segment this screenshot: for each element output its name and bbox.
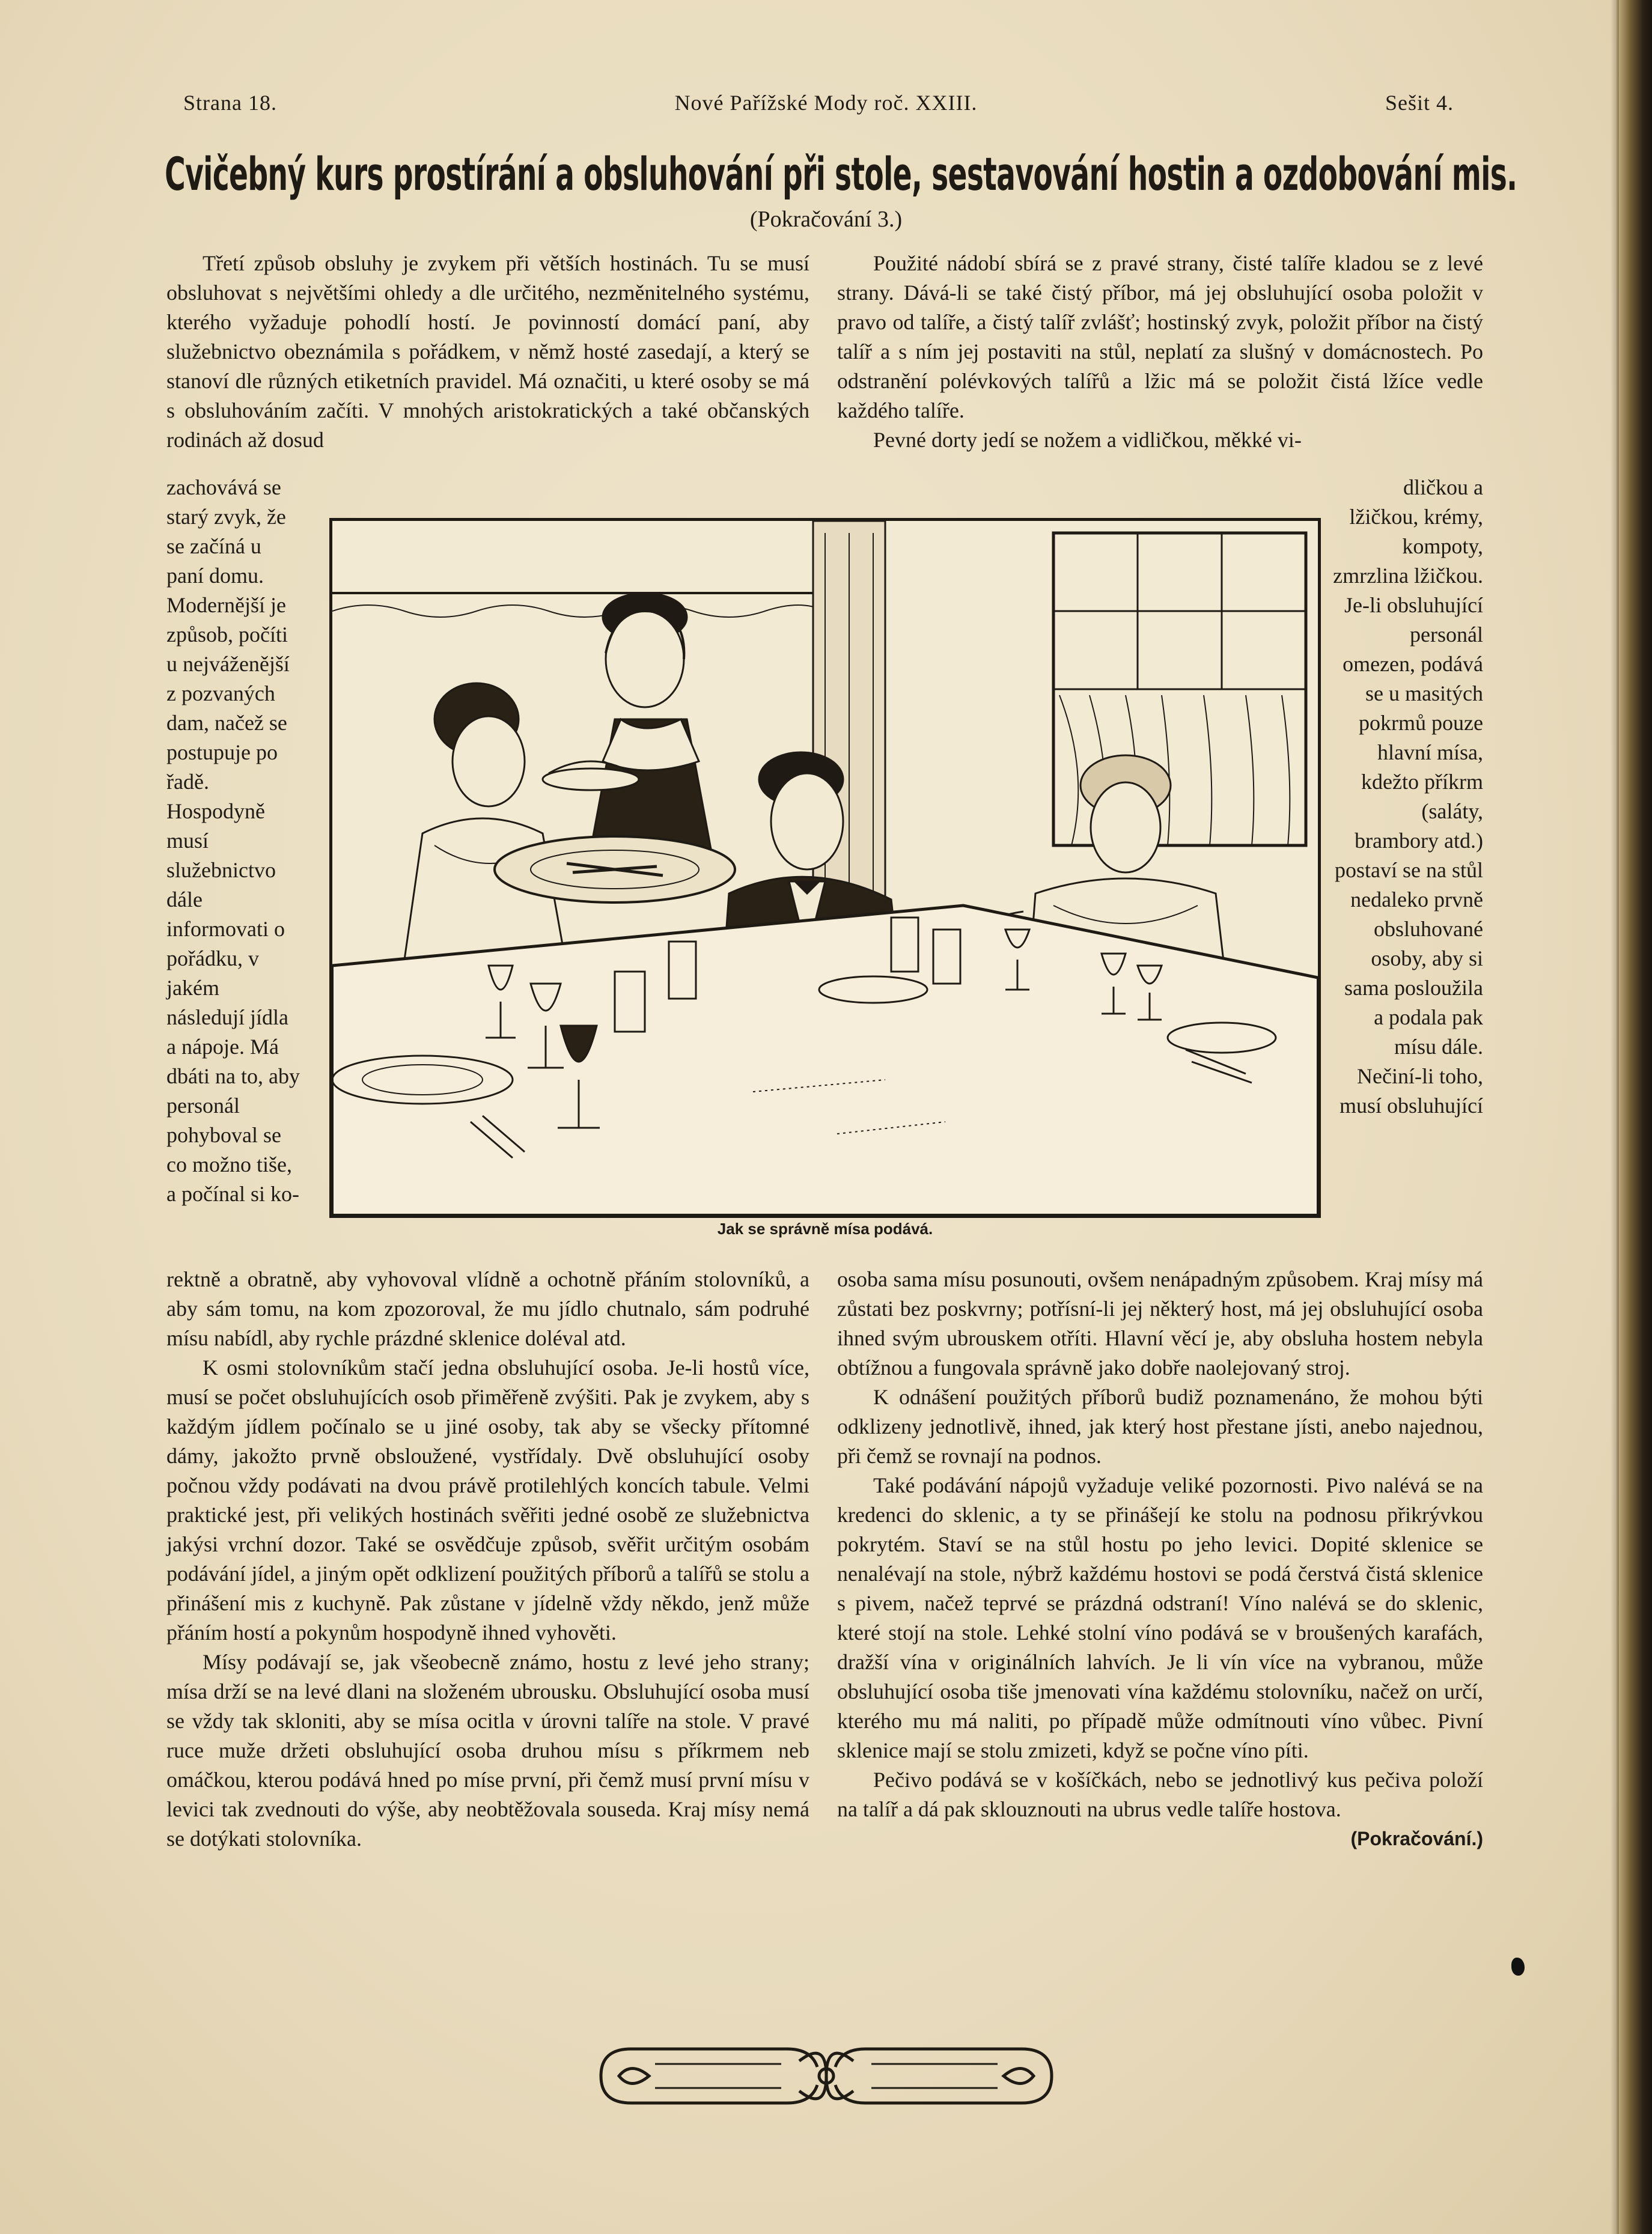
paragraph: Použité nádobí sbírá se z pravé strany, čisté talíře kladou se z levé strany. Dává-li se také čistý příbor, má jej obsluhující osoba položit v pravo od talíře, a čistý talíř zvlášť; hostinský zvyk, položit příbor na čistý talíř a s ním jej postaviti na stůl, neplatí za slušný v domácnostech. Po odstranění polévkových talířů a lžic má se položit čistá lžíce vedle každého talíře.	[837, 251, 1483, 422]
paragraph: K odnášení použitých příborů budiž poznamenáno, že mohou býti odklizeny jednotlivě, ihned, jak který host přestane jísti, anebo najednou, při čemž se rovnají na podnos.	[837, 1385, 1483, 1468]
ink-blot	[1511, 1958, 1525, 1976]
right-column-top	[837, 249, 1483, 455]
figure-caption: Jak se správně mísa podává.	[717, 1220, 933, 1238]
journal-title: Nové Pařížské Mody roč. XXIII.	[674, 91, 978, 115]
page-number: Strana 18.	[183, 91, 277, 115]
ornament-divider	[595, 2043, 1058, 2109]
page-gutter-shadow	[1611, 0, 1619, 2234]
article-subtitle: (Pokračování 3.)	[749, 207, 903, 232]
book-spine	[1617, 0, 1652, 2234]
paragraph: Pevné dorty jedí se nožem a vidličkou, měkké vi-	[873, 428, 1302, 452]
dinner-illustration	[329, 518, 1321, 1218]
left-column-bottom	[166, 1265, 809, 1854]
article-title: Cvičebný kurs prostírání a obsluhování při stole, sestavování hostin a ozdobování mis.	[165, 147, 1517, 201]
paragraph: rektně a obratně, aby vyhovoval vlídně a ochotně přáním stolovníků, a aby sám tomu, na kom zpozoroval, že mu jídlo chutnalo, sám podruhé mísu nabídl, aby rychle prázdné sklenice doléval atd.	[166, 1267, 809, 1350]
left-column-wrap	[166, 473, 302, 1209]
continued-note: (Pokračování.)	[1350, 1828, 1483, 1849]
right-column-bottom	[837, 1265, 1483, 1854]
paragraph: dličkou a lžičkou, krémy, kompoty, zmrzlina lžičkou. Je-li obsluhující personál omezen, podává se u masitých pokrmů pouze hlavní mísa, kdežto příkrm (saláty, brambory atd.) postaví se na stůl nedaleko prvně obsluhované osoby, aby si sama posloužila a podala pak mísu dále. Nečiní-li toho, musí obsluhující	[1333, 475, 1483, 1118]
right-column-wrap	[1333, 473, 1483, 1121]
paragraph-text: Pečivo podává se v košíčkách, nebo se jednotlivý kus pečiva položí na talíř a dá pak sklouznouti na ubrus vedle talíře hostova.	[837, 1768, 1483, 1821]
paragraph: zachovává se starý zvyk, že se začíná u paní domu. Modernější je způsob, počíti u nejváženější z pozvaných dam, načež se postupuje po řadě. Hospodyně musí služebnictvo dále informovati o pořádku, v jakém následují jídla a nápoje. Má dbáti na to, aby personál pohyboval se co možno tiše, a počínal si ko-	[166, 475, 300, 1206]
paragraph: Mísy podávají se, jak všeobecně známo, hostu z levé jeho strany; mísa drží se na levé dlani na složeném ubrousku. Obsluhující osoba musí se vždy tak skloniti, aby se mísa ocitla v úrovni talíře na stole. V pravé ruce muže držeti obsluhující osoba druhou mísu s příkrmem neb omáčkou, kterou podává hned po míse první, při čemž musí první mísu v levici tak zvednouti do výše, aby neobtěžovala souseda. Kraj mísy nemá se dotýkati stolovníka.	[166, 1650, 809, 1851]
paragraph: osoba sama mísu posunouti, ovšem nenápadným způsobem. Kraj mísy má zůstati bez poskvrny; potřísní-li jej některý host, má jej obsluhující osoba ihned svým ubrouskem otříti. Hlavní věcí je, aby obsluha hostem nebyla obtížnou a fungovala správně jako dobře naolejovaný stroj.	[837, 1267, 1483, 1380]
issue-number: Sešit 4.	[1385, 91, 1454, 115]
dinner-scene-drawing	[332, 521, 1318, 1215]
left-column-top	[166, 249, 809, 455]
paragraph: K osmi stolovníkům stačí jedna obsluhující osoba. Je-li hostů více, musí se počet obsluhujících osob přiměřeně zvýšiti. Pak je zvykem, aby s každým jídlem počínalo se u jiné osoby, tak aby se všecky přítomné dámy, jakožto prvně obsloužené, vystřídaly. Dvě obsluhující osoby počnou vždy podávati na dvou právě protilehlých koncích tabule. Velmi praktické jest, při velikých hostinách svěřiti jedné osobě ze služebnictva jakýsi vrchní dozor. Také se osvědčuje způsob, svěřit určitým osobám podávání jídel, a jiným opět odklizení použitých příborů a talířů se stolu a přinášení mis z kuchyně. Pak zůstane v jídelně vždy někdo, jenž může přáním hostí a pokynům hospodyně ihned vyhověti.	[166, 1356, 809, 1645]
paragraph-last	[837, 1765, 1483, 1849]
paragraph: Třetí způsob obsluhy je zvykem při větších hostinách. Tu se musí obsluhovat s největšími ohledy a dle určitého, nezměnitelného systému, kterého vyžaduje pohodlí hostí. Je povinností domácí paní, aby služebnictvo obeznámila s pořádkem, v němž hosté zasedají, a který se stanoví dle různých etiketních pravidel. Má označiti, u které osoby se má s obsluhováním začíti. V mnohých aristokratických a také občanských rodinách až dosud	[166, 251, 809, 452]
paragraph: Také podávání nápojů vyžaduje veliké pozornosti. Pivo nalévá se na kredenci do sklenic, a ty se přinášejí ke stolu na podnosu přikrývkou pokrytém. Staví se na stůl hostu po jeho levici. Dopité sklenice se nenalévají na stole, nýbrž každému hostovi se podá čerstvá čistá sklenice s pivem, načež teprvé se prázdná odstraní! Víno nalévá se do sklenic, které stojí na stole. Lehké stolní víno podává se v broušených karafách, dražší vína v originálních lahvích. Je li vín více na vybranou, může obsluhující osoba tiše jmenovati vína každému stolovníku, načež on určí, kterého mu má naliti, po případě může odmítnouti víno vůbec. Pivní sklenice mají se stolu zmizeti, když se počne víno píti.	[837, 1473, 1483, 1762]
